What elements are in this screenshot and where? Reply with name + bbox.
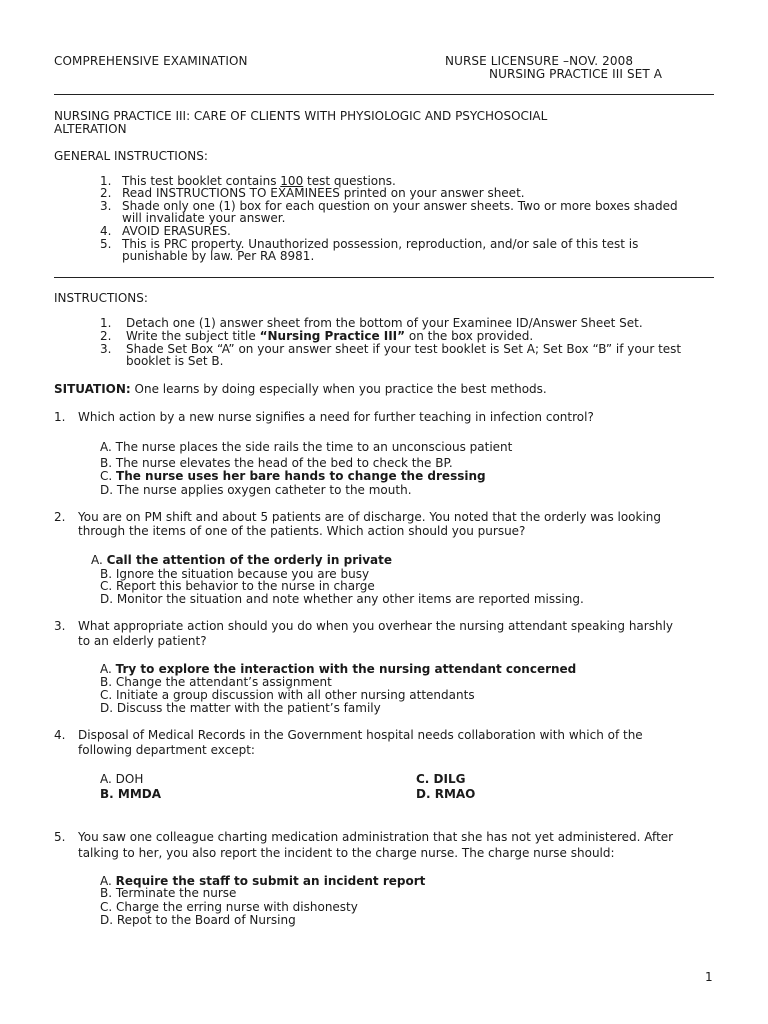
gi-item-2: Read INSTRUCTIONS TO EXAMINEES printed on your answer sheet. — [122, 186, 525, 200]
situation-label: SITUATION: — [54, 382, 131, 396]
gi-item-1: This test booklet contains 100 test questions. — [122, 174, 396, 188]
question-count: 100 — [280, 174, 304, 188]
header-left: COMPREHENSIVE EXAMINATION — [54, 54, 248, 68]
q2-option-c: C. Report this behavior to the nurse in charge — [100, 579, 375, 593]
section-divider — [54, 277, 714, 278]
question-2-number: 2. — [54, 510, 66, 524]
instructions-heading: INSTRUCTIONS: — [54, 291, 148, 305]
subject-title: “Nursing Practice III” — [259, 329, 406, 343]
question-1-number: 1. — [54, 410, 66, 424]
ins-item-2: Write the subject title “Nursing Practice III” on the box provided. — [126, 329, 534, 343]
ins-item-3-line1: Shade Set Box “A” on your answer sheet if your test booklet is Set A; Set Box “B” if your test — [126, 342, 682, 356]
header-right-line1: NURSE LICENSURE –NOV. 2008 — [445, 54, 634, 68]
question-5-text-line2: talking to her, you also report the incident to the charge nurse. The charge nurse should: — [78, 846, 615, 860]
document-title-line2: ALTERATION — [54, 122, 127, 136]
question-5-text-line1: You saw one colleague charting medication administration that she has not yet administered. After — [78, 830, 674, 844]
q4-option-b: B. MMDA — [100, 787, 162, 801]
q5-option-b: B. Terminate the nurse — [100, 886, 237, 900]
gi-item-4-number: 4. — [100, 224, 112, 238]
q1-option-b: B. The nurse elevates the head of the bed to check the BP. — [100, 456, 453, 470]
gi-item-2-number: 2. — [100, 186, 112, 200]
situation — [54, 383, 547, 396]
gi-item-5-line2: punishable by law. Per RA 8981. — [122, 249, 315, 263]
gi-item-5-number: 5. — [100, 237, 112, 251]
gi-item-3-line1: Shade only one (1) box for each question on your answer sheets. Two or more boxes shaded — [122, 199, 678, 213]
gi-item-1-number: 1. — [100, 174, 112, 188]
q1-answer: The nurse uses her bare hands to change the dressing — [116, 469, 486, 483]
question-3-text-line1: What appropriate action should you do when you overhear the nursing attendant speaking harshly — [78, 619, 674, 633]
q3-option-c: C. Initiate a group discussion with all other nursing attendants — [100, 688, 475, 702]
question-3-number: 3. — [54, 619, 66, 633]
page-number: 1 — [705, 970, 713, 984]
question-4-text-line1: Disposal of Medical Records in the Government hospital needs collaboration with which of the — [78, 728, 643, 742]
ins-item-3-number: 3. — [100, 342, 112, 356]
situation-text: One learns by doing especially when you practice the best methods. — [130, 382, 547, 396]
ins-item-2-number: 2. — [100, 329, 112, 343]
ins-item-3-line2: booklet is Set B. — [126, 354, 224, 368]
gi-item-4: AVOID ERASURES. — [122, 224, 231, 238]
q5-option-a: A. Require the staff to submit an incident report — [100, 874, 426, 888]
gi-item-3-number: 3. — [100, 199, 112, 213]
q2-answer: Call the attention of the orderly in private — [106, 553, 393, 567]
q3-answer: Try to explore the interaction with the nursing attendant concerned — [115, 662, 577, 676]
ins-item-1: Detach one (1) answer sheet from the bottom of your Examinee ID/Answer Sheet Set. — [126, 316, 643, 330]
q3-option-b: B. Change the attendant’s assignment — [100, 675, 332, 689]
header-divider — [54, 94, 714, 95]
q4-option-c: C. DILG — [416, 772, 466, 786]
general-instructions-heading: GENERAL INSTRUCTIONS: — [54, 149, 208, 163]
q3-option-d: D. Discuss the matter with the patient’s family — [100, 701, 381, 715]
document-title-line1: NURSING PRACTICE III: CARE OF CLIENTS WITH PHYSIOLOGIC AND PSYCHOSOCIAL — [54, 109, 548, 123]
q1-option-d: D. The nurse applies oxygen catheter to the mouth. — [100, 483, 412, 497]
q1-option-a: A. The nurse places the side rails the time to an unconscious patient — [100, 440, 513, 454]
q5-option-c: C. Charge the erring nurse with dishonesty — [100, 900, 358, 914]
gi-item-3-line2: will invalidate your answer. — [122, 211, 286, 225]
question-2-text-line2: through the items of one of the patients. Which action should you pursue? — [78, 524, 526, 538]
header-right-line2: NURSING PRACTICE III SET A — [489, 67, 663, 81]
q4-option-d: D. RMAO — [416, 787, 476, 801]
q4-option-a: A. DOH — [100, 772, 144, 786]
q5-answer: Require the staff to submit an incident report — [115, 874, 426, 888]
q2-option-d: D. Monitor the situation and note whether any other items are reported missing. — [100, 592, 584, 606]
q1-option-c: C. The nurse uses her bare hands to change the dressing — [100, 469, 486, 483]
question-4-number: 4. — [54, 728, 66, 742]
question-2-text-line1: You are on PM shift and about 5 patients are of discharge. You noted that the orderly was looking — [78, 510, 662, 524]
q2-option-b: B. Ignore the situation because you are busy — [100, 567, 370, 581]
question-3-text-line2: to an elderly patient? — [78, 634, 207, 648]
question-1-text: Which action by a new nurse signifies a need for further teaching in infection control? — [78, 410, 594, 424]
question-4-text-line2: following department except: — [78, 743, 255, 757]
q5-option-d: D. Repot to the Board of Nursing — [100, 913, 296, 927]
gi-item-5-line1: This is PRC property. Unauthorized possession, reproduction, and/or sale of this test is — [122, 237, 639, 251]
q3-option-a: A. Try to explore the interaction with the nursing attendant concerned — [100, 662, 577, 676]
question-5-number: 5. — [54, 830, 66, 844]
ins-item-1-number: 1. — [100, 316, 112, 330]
q2-option-a: A. Call the attention of the orderly in private — [91, 553, 393, 567]
